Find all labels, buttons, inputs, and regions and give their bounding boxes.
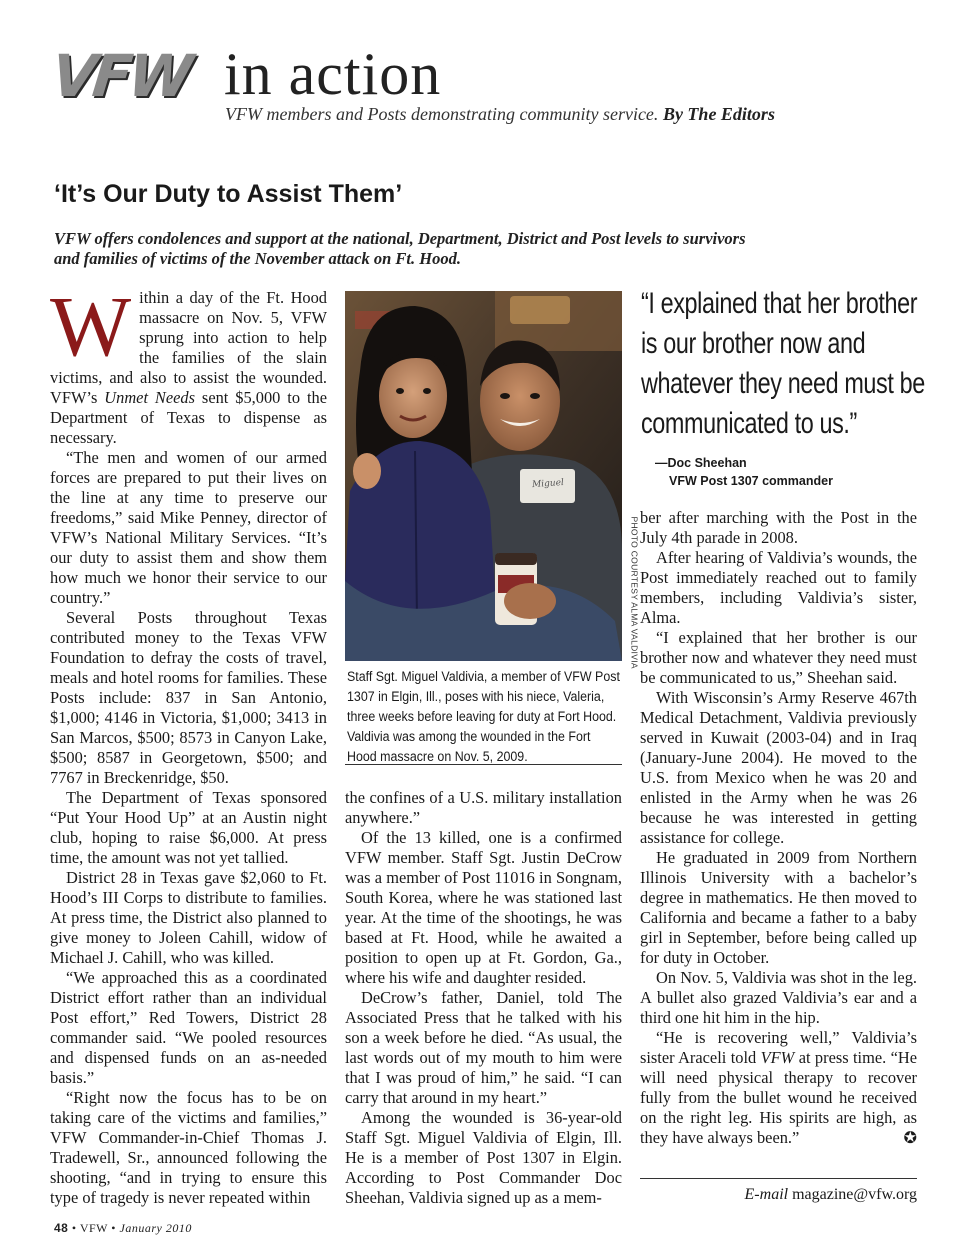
paragraph: On Nov. 5, Valdivia was shot in the leg. A bullet also grazed Valdivia’s ear and a third one hit him in the hip. [640,968,917,1027]
pull-quote: “I explained that her brother is our brother now and whatever they need must be communicated to us.” [641,287,925,440]
paragraph: Of the 13 killed, one is a confirmed VFW member. Staff Sgt. Justin DeCrow was a member of Post 11016 in Songnam, South Korea, where he was stationed last year. At the time of the shootings, he was based at Ft. Hood, while he awaited a position to open up at Ft. Gordon, Ga., where his wife and daughter resided. [345,828,622,987]
tagline [225,104,775,125]
name-tag: Miguel [531,477,565,491]
magazine-name: VFW [79,1221,108,1235]
paragraph: District 28 in Texas gave $2,060 to Ft. Hood’s III Corps to distribute to families. At press time, the District also planned to give money to Joleen Cahill, widow of Michael J. Cahill, who was killed. [50,868,327,967]
column-1 [50,288,327,1213]
email-address[interactable]: magazine@vfw.org [792,1186,917,1203]
byline: By The Editors [662,104,775,124]
paragraph: ber after marching with the Post in the July 4th parade in 2008. [640,508,917,547]
paragraph: With Wisconsin’s Army Reserve 467th Medical Detachment, Valdivia previously served in Kuwait (2003-04) and in Iraq (January-June 2004). He moved to the U.S. from Mexico when he was 20 and enlisted in the Army when he was 26 because he was interested in getting assistance for college. [640,688,917,847]
paragraph-text: sent $5,000 to the Department of Texas to dispense as necessary. [50,388,327,447]
paragraph: After hearing of Valdivia’s wounds, the Post immediately reached out to family members, including Valdivia’s sister, Alma. [640,548,917,627]
photo-illustration [345,291,622,661]
paragraph: He graduated in 2009 from Northern Illinois University with a bachelor’s degree in mathematics. He then moved to California and became a father to a baby girl in September, before being called up for duty in October. [640,848,917,967]
section-title: in action [224,41,442,107]
paragraph: “I explained that her brother is our brother now and whatever they need must be communicated to us,” Sheehan said. [640,628,917,687]
paragraph: the confines of a U.S. military installation anywhere.” [345,788,622,827]
photo-caption: Staff Sgt. Miguel Valdivia, a member of VFW Post 1307 in Elgin, Ill., poses with his niece, Valeria, three weeks before leaving for duty at Fort Hood. Valdivia was among the wounded in the Fort Hood massacre on Nov. 5, 2009. [347,669,620,764]
paragraph: Among the wounded is 36-year-old Staff Sgt. Miguel Valdivia of Elgin, Ill. He is a member of Post 1307 in Elgin. According to Post Commander Doc Sheehan, Valdivia signed up as a mem- [345,1108,622,1207]
pull-quote-attribution [655,454,833,490]
paragraph-text: “He is recovering well,” Valdivia’s sister Araceli told [640,1028,917,1067]
program-name: Unmet Needs [104,388,195,407]
paragraph-text: at press time. “He will need physical therapy to recover fully from the bullet wound he received on the right leg. His spirits are high, as they have always been.” [640,1048,917,1147]
end-mark-icon: ✪ [903,1128,917,1147]
folio-separator: • [111,1221,120,1235]
photo-credit [622,516,640,669]
paragraph: Several Posts throughout Texas contributed money to the Texas VFW Foundation to defray the costs of travel, meals and hotel rooms for families. These Posts include: 837 in San Antonio, $1,000; 4146 in Victoria, $1,000; 3413 in San Marcos, $500; 8573 in Canyon Lake, $500; 8587 in Georgetown, $500; and 7767 in Breckenridge, $50. [50,608,327,787]
vfw-logo: VFW [48,42,193,110]
paragraph [640,1028,917,1148]
folio-separator: • [71,1221,80,1235]
caption-divider [345,764,622,765]
attribution-name: —Doc Sheehan [655,456,747,470]
paragraph: “Right now the focus has to be on taking care of the victims and families,” VFW Commander-in-Chief Thomas J. Tradewell, Sr., announced following the shooting, “and in trying to ensure this type of tragedy is never repeated within [50,1088,327,1207]
magazine-name: VFW [760,1048,795,1067]
paragraph [50,288,327,448]
paragraph: DeCrow’s father, Daniel, told The Associated Press that he talked with his son a week before he died. “As usual, the last words out of my mouth to him were that I was proud of him,” he said. “I can carry that around in my heart.” [345,988,622,1107]
paragraph-text: ithin a day of the Ft. Hood massacre on Nov. 5, VFW sprung into action to help the families of the slain victims, and also to assist the wounded. VFW’s [50,288,327,407]
issue-date: January 2010 [119,1221,192,1235]
article-headline: ‘It’s Our Duty to Assist Them’ [54,180,403,208]
article-deck: VFW offers condolences and support at the national, Department, District and Post levels to survivors and families of victims of the November attack on Ft. Hood. [54,229,746,268]
paragraph: “The men and women of our armed forces are prepared to put their lives on the line at any time to preserve our freedoms,” said Mike Penney, director of VFW’s National Military Services. “It’s our duty to assist them and show them how much we honor their service to our country.” [50,448,327,607]
column-2 [345,788,622,1216]
column-3 [640,508,917,1173]
page-number: 48 [54,1221,69,1235]
email-line [640,1186,917,1204]
paragraph: The Department of Texas sponsored “Put Your Hood Up” at an Austin night club, hoping to raise $6,000. At press time, the amount was not yet tallied. [50,788,327,867]
attribution-title: VFW Post 1307 commander [669,474,833,488]
paragraph: “We approached this as a coordinated District effort rather than an individual Post effort,” Red Towers, District 28 commander said. “We pooled resources and dispensed funds on an as-needed basis.” [50,968,327,1087]
email-divider [640,1178,917,1179]
email-label: E-mail [744,1186,789,1203]
photo-credit-text: PHOTO COURTESY ALMA VALDIVIA [629,516,640,669]
page-folio [54,1221,192,1236]
drop-cap: W [50,288,132,374]
tagline-text: VFW members and Posts demonstrating community service. [225,104,659,124]
article-photo [345,291,622,661]
masthead [48,41,752,110]
